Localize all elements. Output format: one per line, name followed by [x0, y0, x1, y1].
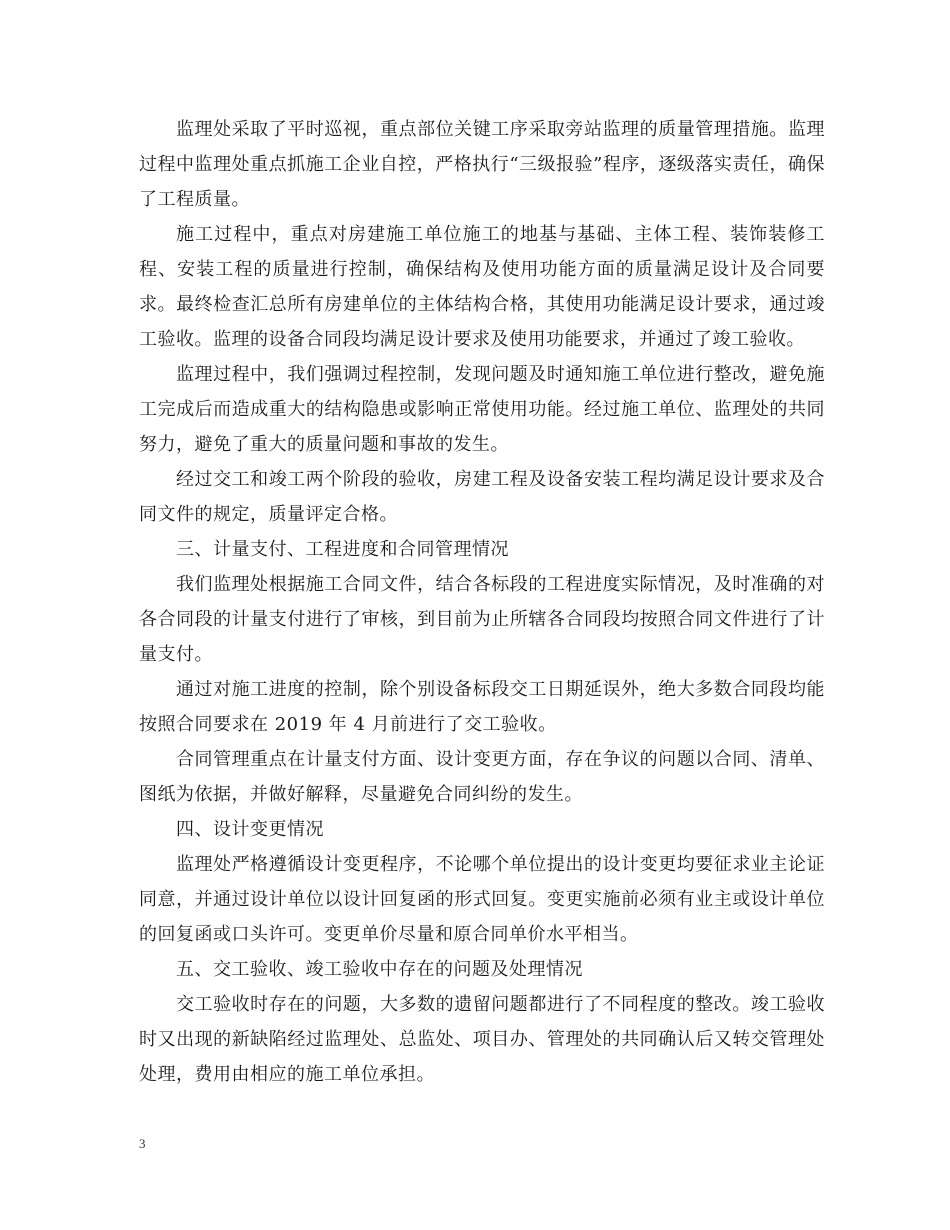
section-heading-payment-progress-contract: 三、计量支付、工程进度和合同管理情况: [176, 539, 509, 560]
paragraph-design-change-procedure: 监理处严格遵循设计变更程序，不论哪个单位提出的设计变更均要征求业主论证同意，并通过设计单位以设计回复函的形式回复。变更实施前必须有业主或设计单位的回复函或口头许可。变更单价尽量和原合同单价水平相当。: [139, 854, 825, 945]
page-number: 3: [139, 1136, 146, 1151]
paragraph-quality-measures: 监理处采取了平时巡视，重点部位关键工序采取旁站监理的质量管理措施。监理过程中监理处重点抓施工企业自控，严格执行“三级报验”程序，逐级落实责任，确保了工程质量。: [139, 119, 825, 210]
paragraph-construction-quality-control: 施工过程中，重点对房建施工单位施工的地基与基础、主体工程、装饰装修工程、安装工程的质量进行控制，确保结构及使用功能方面的质量满足设计及合同要求。最终检查汇总所有房建单位的主体结构合格，其使用功能满足设计要求，通过竣工验收。监理的设备合同段均满足设计要求及使用功能要求，并通过了竣工验收。: [139, 224, 825, 350]
section-heading-acceptance-issues: 五、交工验收、竣工验收中存在的问题及处理情况: [176, 959, 583, 980]
paragraph-acceptance-result: 经过交工和竣工两个阶段的验收，房建工程及设备安装工程均满足设计要求及合同文件的规定，质量评定合格。: [139, 469, 825, 525]
paragraph-contract-management: 合同管理重点在计量支付方面、设计变更方面，存在争议的问题以合同、清单、图纸为依据，并做好解释，尽量避免合同纠纷的发生。: [139, 749, 825, 805]
paragraph-payment-review: 我们监理处根据施工合同文件，结合各标段的工程进度实际情况，及时准确的对各合同段的计量支付进行了审核，到目前为止所辖各合同段均按照合同文件进行了计量支付。: [139, 574, 825, 665]
document-body: [139, 112, 825, 1092]
paragraph-acceptance-issues-handling: 交工验收时存在的问题，大多数的遗留问题都进行了不同程度的整改。竣工验收时又出现的新缺陷经过监理处、总监处、项目办、管理处的共同确认后又转交管理处处理，费用由相应的施工单位承担。: [139, 994, 825, 1085]
paragraph-process-control: 监理过程中，我们强调过程控制，发现问题及时通知施工单位进行整改，避免施工完成后而造成重大的结构隐患或影响正常使用功能。经过施工单位、监理处的共同努力，避免了重大的质量问题和事故的发生。: [139, 364, 825, 455]
paragraph-progress-control: 通过对施工进度的控制，除个别设备标段交工日期延误外，绝大多数合同段均能按照合同要求在 2019 年 4 月前进行了交工验收。: [139, 679, 825, 735]
section-heading-design-change: 四、设计变更情况: [176, 819, 324, 840]
